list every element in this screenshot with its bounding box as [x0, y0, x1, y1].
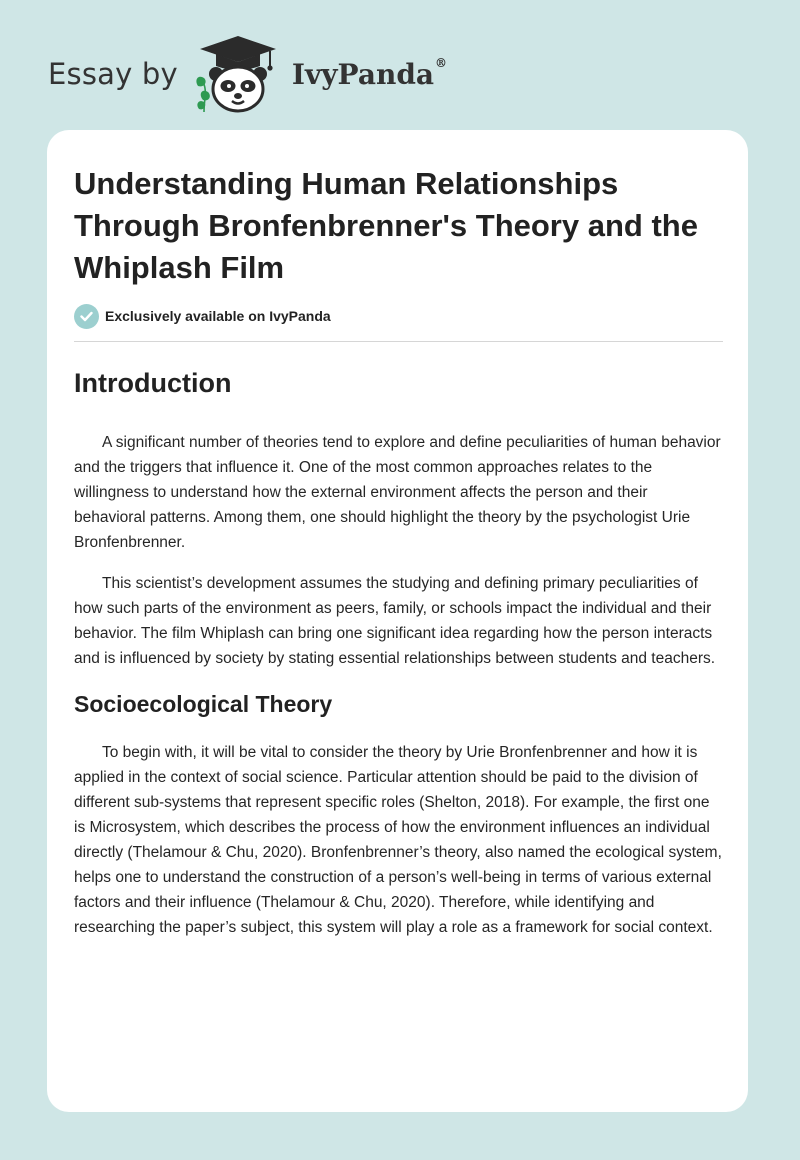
paragraph: To begin with, it will be vital to consider the theory by Urie Bronfenbrenner and how it is applied in the context of social science. Particular attention should be paid to the division of different sub-systems that represent specific roles (Shelton, 2018). For example, the first one is Microsystem, which describes the process of how the environment influences an individual directly (Thelamour & Chu, 2020). Bronfenbrenner’s theory, also named the ecological system, helps one to understand the construction of a person’s well-being in terms of various external factors and their influence (Thelamour & Chu, 2020). Therefore, while identifying and researching the paper’s subject, this system will play a role as a framework for social context. [74, 744, 722, 936]
paragraph: A significant number of theories tend to explore and define peculiarities of human behavior and the triggers that influence it. One of the most common approaches relates to the willingness to understand how the external environment affects the person and their behavioral patterns. Among them, one should highlight the theory by the psychologist Urie Bronfenbrenner. [74, 434, 721, 551]
essay-card [47, 130, 748, 1112]
section-heading-introduction: Introduction [74, 368, 232, 398]
exclusive-label: Exclusively available on IvyPanda [105, 308, 331, 324]
brand-header[interactable] [48, 34, 447, 114]
registered-mark: ® [435, 55, 448, 70]
exclusive-badge [74, 303, 723, 329]
panda-graduate-icon [192, 34, 284, 114]
brand-prefix: Essay by [48, 57, 178, 91]
check-icon [74, 304, 99, 329]
divider [74, 341, 723, 342]
section-heading-socioecological-theory: Socioecological Theory [74, 691, 333, 717]
paragraph: This scientist’s development assumes the studying and defining primary peculiarities of how such parts of the environment as peers, family, or schools impact the individual and their behavior. The film Whiplash can bring one significant idea regarding how the person interacts and is influenced by society by stating essential relationships between students and teachers. [74, 575, 716, 667]
brand-name: IvyPanda® [291, 55, 448, 91]
essay-content [74, 163, 723, 940]
essay-title: Understanding Human Relationships Through Bronfenbrenner's Theory and the Whiplash Film [74, 166, 698, 285]
